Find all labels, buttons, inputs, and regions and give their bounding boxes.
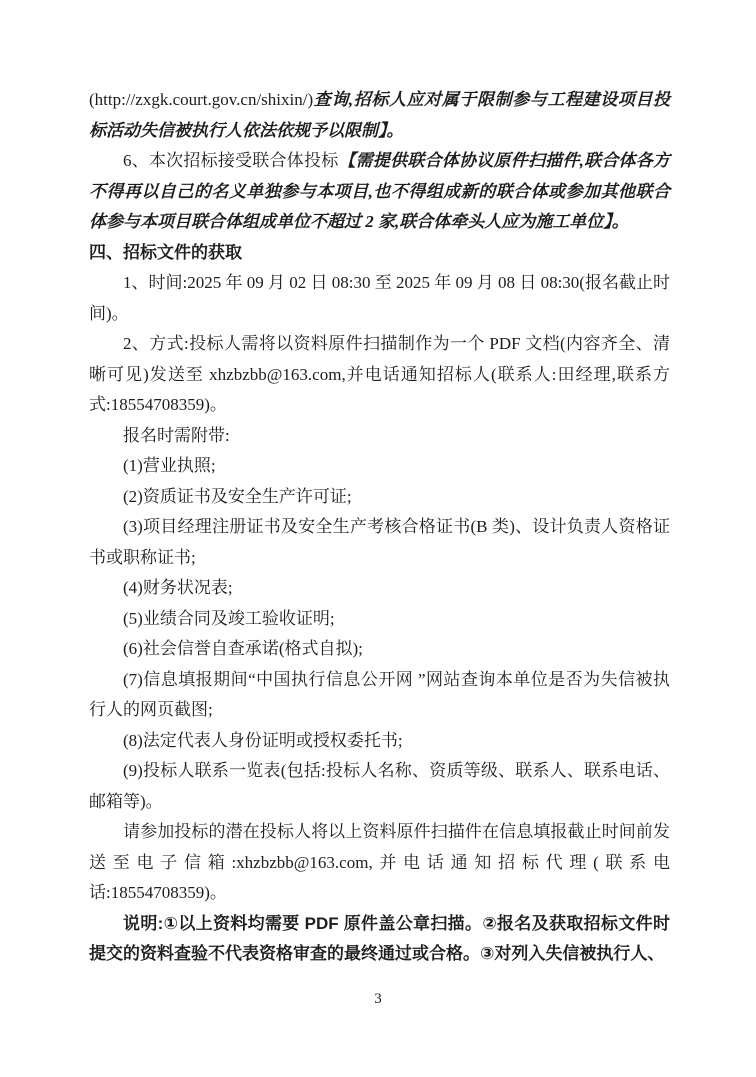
list-item-credit-self-check: (6)社会信誉自查承诺(格式自拟); [123, 639, 363, 658]
list-item-enforcement-screenshot: (7)信息填报期间“中国执行信息公开网 ”网站查询本单位是否为失信被执行人的网页截图; [89, 669, 670, 719]
item6-lead-text: 6、本次招标接受联合体投标 [123, 151, 339, 170]
list-item-financial-statement: (4)财务状况表; [123, 578, 233, 597]
para-submission-instruction: 请参加投标的潜在投标人将以上资料原件扫描件在信息填报截止时间前发送至电子信箱:xhzbzbb@163.com,并电话通知招标代理(联系电话:18554708359)。 [89, 822, 670, 902]
page-number: 3 [374, 991, 382, 1007]
para-item6-joint-bidding [89, 146, 670, 238]
document-content [89, 85, 670, 970]
list-item-performance-contracts: (5)业绩合同及竣工验收证明; [123, 608, 335, 628]
list-item-business-license: (1)营业执照; [123, 456, 216, 475]
restriction-clause-text: 查询,招标人应对属于限制参与工程建设项目投标活动失信被执行人依法依规予以限制】。 [89, 90, 670, 140]
para-attachments-intro: 报名时需附带: [123, 425, 230, 445]
list-item-project-manager-certificates: (3)项目经理注册证书及安全生产考核合格证书(B 类)、设计负责人资格证书或职称证书; [89, 517, 670, 567]
list-item-qualification-certificates: (2)资质证书及安全生产许可证; [123, 486, 352, 506]
para-item1-time: 1、时间:2025 年 09 月 02 日 08:30 至 2025 年 09 月 08 日 08:30(报名截止时间)。 [89, 273, 670, 323]
joint-venture-clause-text: 【需提供联合体协议原件扫描件,联合体各方不得再以自己的名义单独参与本项目,也不得组成新的联合体或参加其他联合体参与本项目联合体组成单位不超过 2 家,联合体牵头人应为施工单位】。 [89, 151, 671, 231]
list-item-bidder-contact-table: (9)投标人联系一览表(包括:投标人名称、资质等级、联系人、联系电话、邮箱等)。 [89, 761, 670, 811]
para-notes: 说明:①以上资料均需要 PDF 原件盖公章扫描。②报名及获取招标文件时提交的资料查验不代表资格审查的最终通过或合格。③对列入失信被执行人、 [89, 913, 670, 963]
para-item2-method: 2、方式:投标人需将以资料原件扫描制作为一个 PDF 文档(内容齐全、清晰可见)发送至 xhzbzbb@163.com,并电话通知招标人(联系人:田经理,联系方式:18554708359)。 [89, 334, 670, 414]
para-shixin-url-continuation [89, 85, 670, 146]
shixin-url-text: (http://zxgk.court.gov.cn/shixin/) [89, 90, 314, 109]
heading-section4-obtain-documents: 四、招标文件的获取 [89, 242, 242, 262]
list-item-legal-representative-proof: (8)法定代表人身份证明或授权委托书; [123, 730, 403, 750]
